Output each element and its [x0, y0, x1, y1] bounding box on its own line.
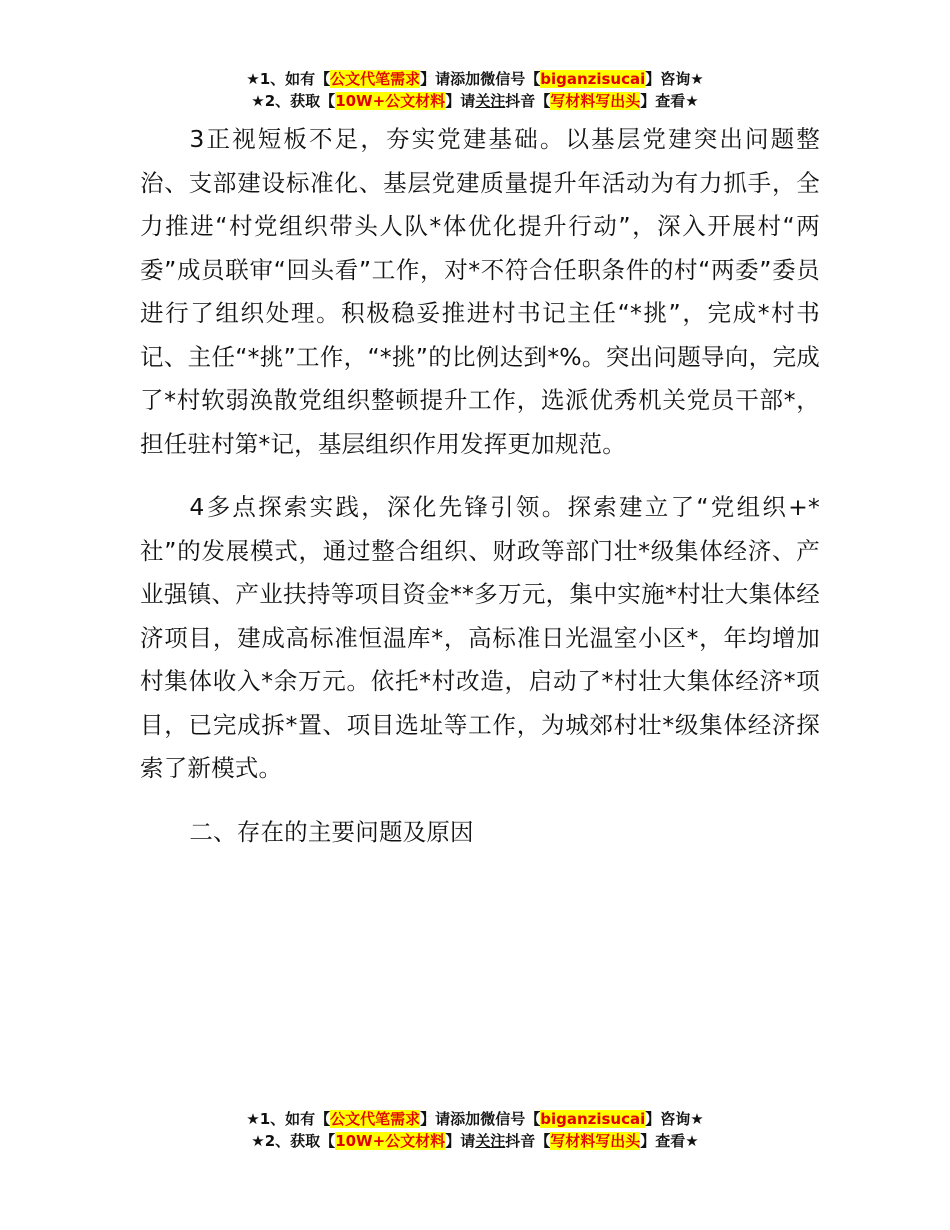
paragraph-4: 4多点探索实践，深化先锋引领。探索建立了“党组织+*社”的发展模式，通过整合组织、财政等部门壮*级集体经济、产业强镇、产业扶持等项目资金**多万元，集中实施*村壮大集体经济项目，建成高标准恒温库*，高标准日光温室小区*，年均增加村集体收入*余万元。依托*村改造，启动了*村壮大集体经济*项目，已完成拆*置、项目选址等工作，为城郊村壮*级集体经济探索了新模式。 — [140, 493, 820, 782]
banner-text: 】请 — [445, 1132, 476, 1150]
banner-text: 】请添加 — [420, 1110, 481, 1128]
banner-text: 微信号【 — [480, 70, 541, 88]
banner-text: ★1、如有【 — [246, 1110, 331, 1128]
highlight-materials: 10W+公文材料 — [335, 92, 446, 110]
highlight-douyin: 写材料写出头 — [550, 1132, 641, 1150]
banner-line-2 — [0, 90, 950, 112]
banner-line-2 — [0, 1130, 950, 1152]
highlight-wechat-id: biganzisucai — [540, 1110, 646, 1128]
banner-text: 抖音【 — [505, 1132, 551, 1150]
section-heading: 二、存在的主要问题及原因 — [189, 817, 474, 846]
banner-text: 】查看★ — [640, 92, 699, 110]
banner-text: 】请添加 — [420, 70, 481, 88]
banner-text: 】查看★ — [640, 1132, 699, 1150]
underlined-follow: 关注 — [475, 92, 506, 110]
banner-text: 】请 — [445, 92, 476, 110]
underlined-follow: 关注 — [475, 1132, 506, 1150]
document-body — [140, 118, 820, 874]
highlight-service: 公文代笔需求 — [330, 70, 421, 88]
banner-text: 微信号【 — [480, 1110, 541, 1128]
banner-line-1 — [0, 68, 950, 90]
banner-text: 】咨询★ — [645, 70, 704, 88]
banner-text: 】咨询★ — [645, 1110, 704, 1128]
header-banner — [0, 68, 950, 112]
footer-banner — [0, 1108, 950, 1152]
banner-text: ★1、如有【 — [246, 70, 331, 88]
banner-line-1 — [0, 1108, 950, 1130]
banner-text: ★2、获取【 — [251, 1132, 336, 1150]
highlight-douyin: 写材料写出头 — [550, 92, 641, 110]
highlight-materials: 10W+公文材料 — [335, 1132, 446, 1150]
highlight-wechat-id: biganzisucai — [540, 70, 646, 88]
banner-text: 抖音【 — [505, 92, 551, 110]
paragraph-3: 3正视短板不足，夯实党建基础。以基层党建突出问题整治、支部建设标准化、基层党建质量提升年活动为有力抓手，全力推进“村党组织带头人队*体优化提升行动”，深入开展村“两委”成员联审“回头看”工作，对*不符合任职条件的村“两委”委员进行了组织处理。积极稳妥推进村书记主任“*挑”，完成*村书记、主任“*挑”工作，“*挑”的比例达到*%。突出问题导向，完成了*村软弱涣散党组织整顿提升工作，选派优秀机关党员干部*，担任驻村第*记，基层组织作用发挥更加规范。 — [140, 125, 820, 458]
banner-text: ★2、获取【 — [251, 92, 336, 110]
highlight-service: 公文代笔需求 — [330, 1110, 421, 1128]
